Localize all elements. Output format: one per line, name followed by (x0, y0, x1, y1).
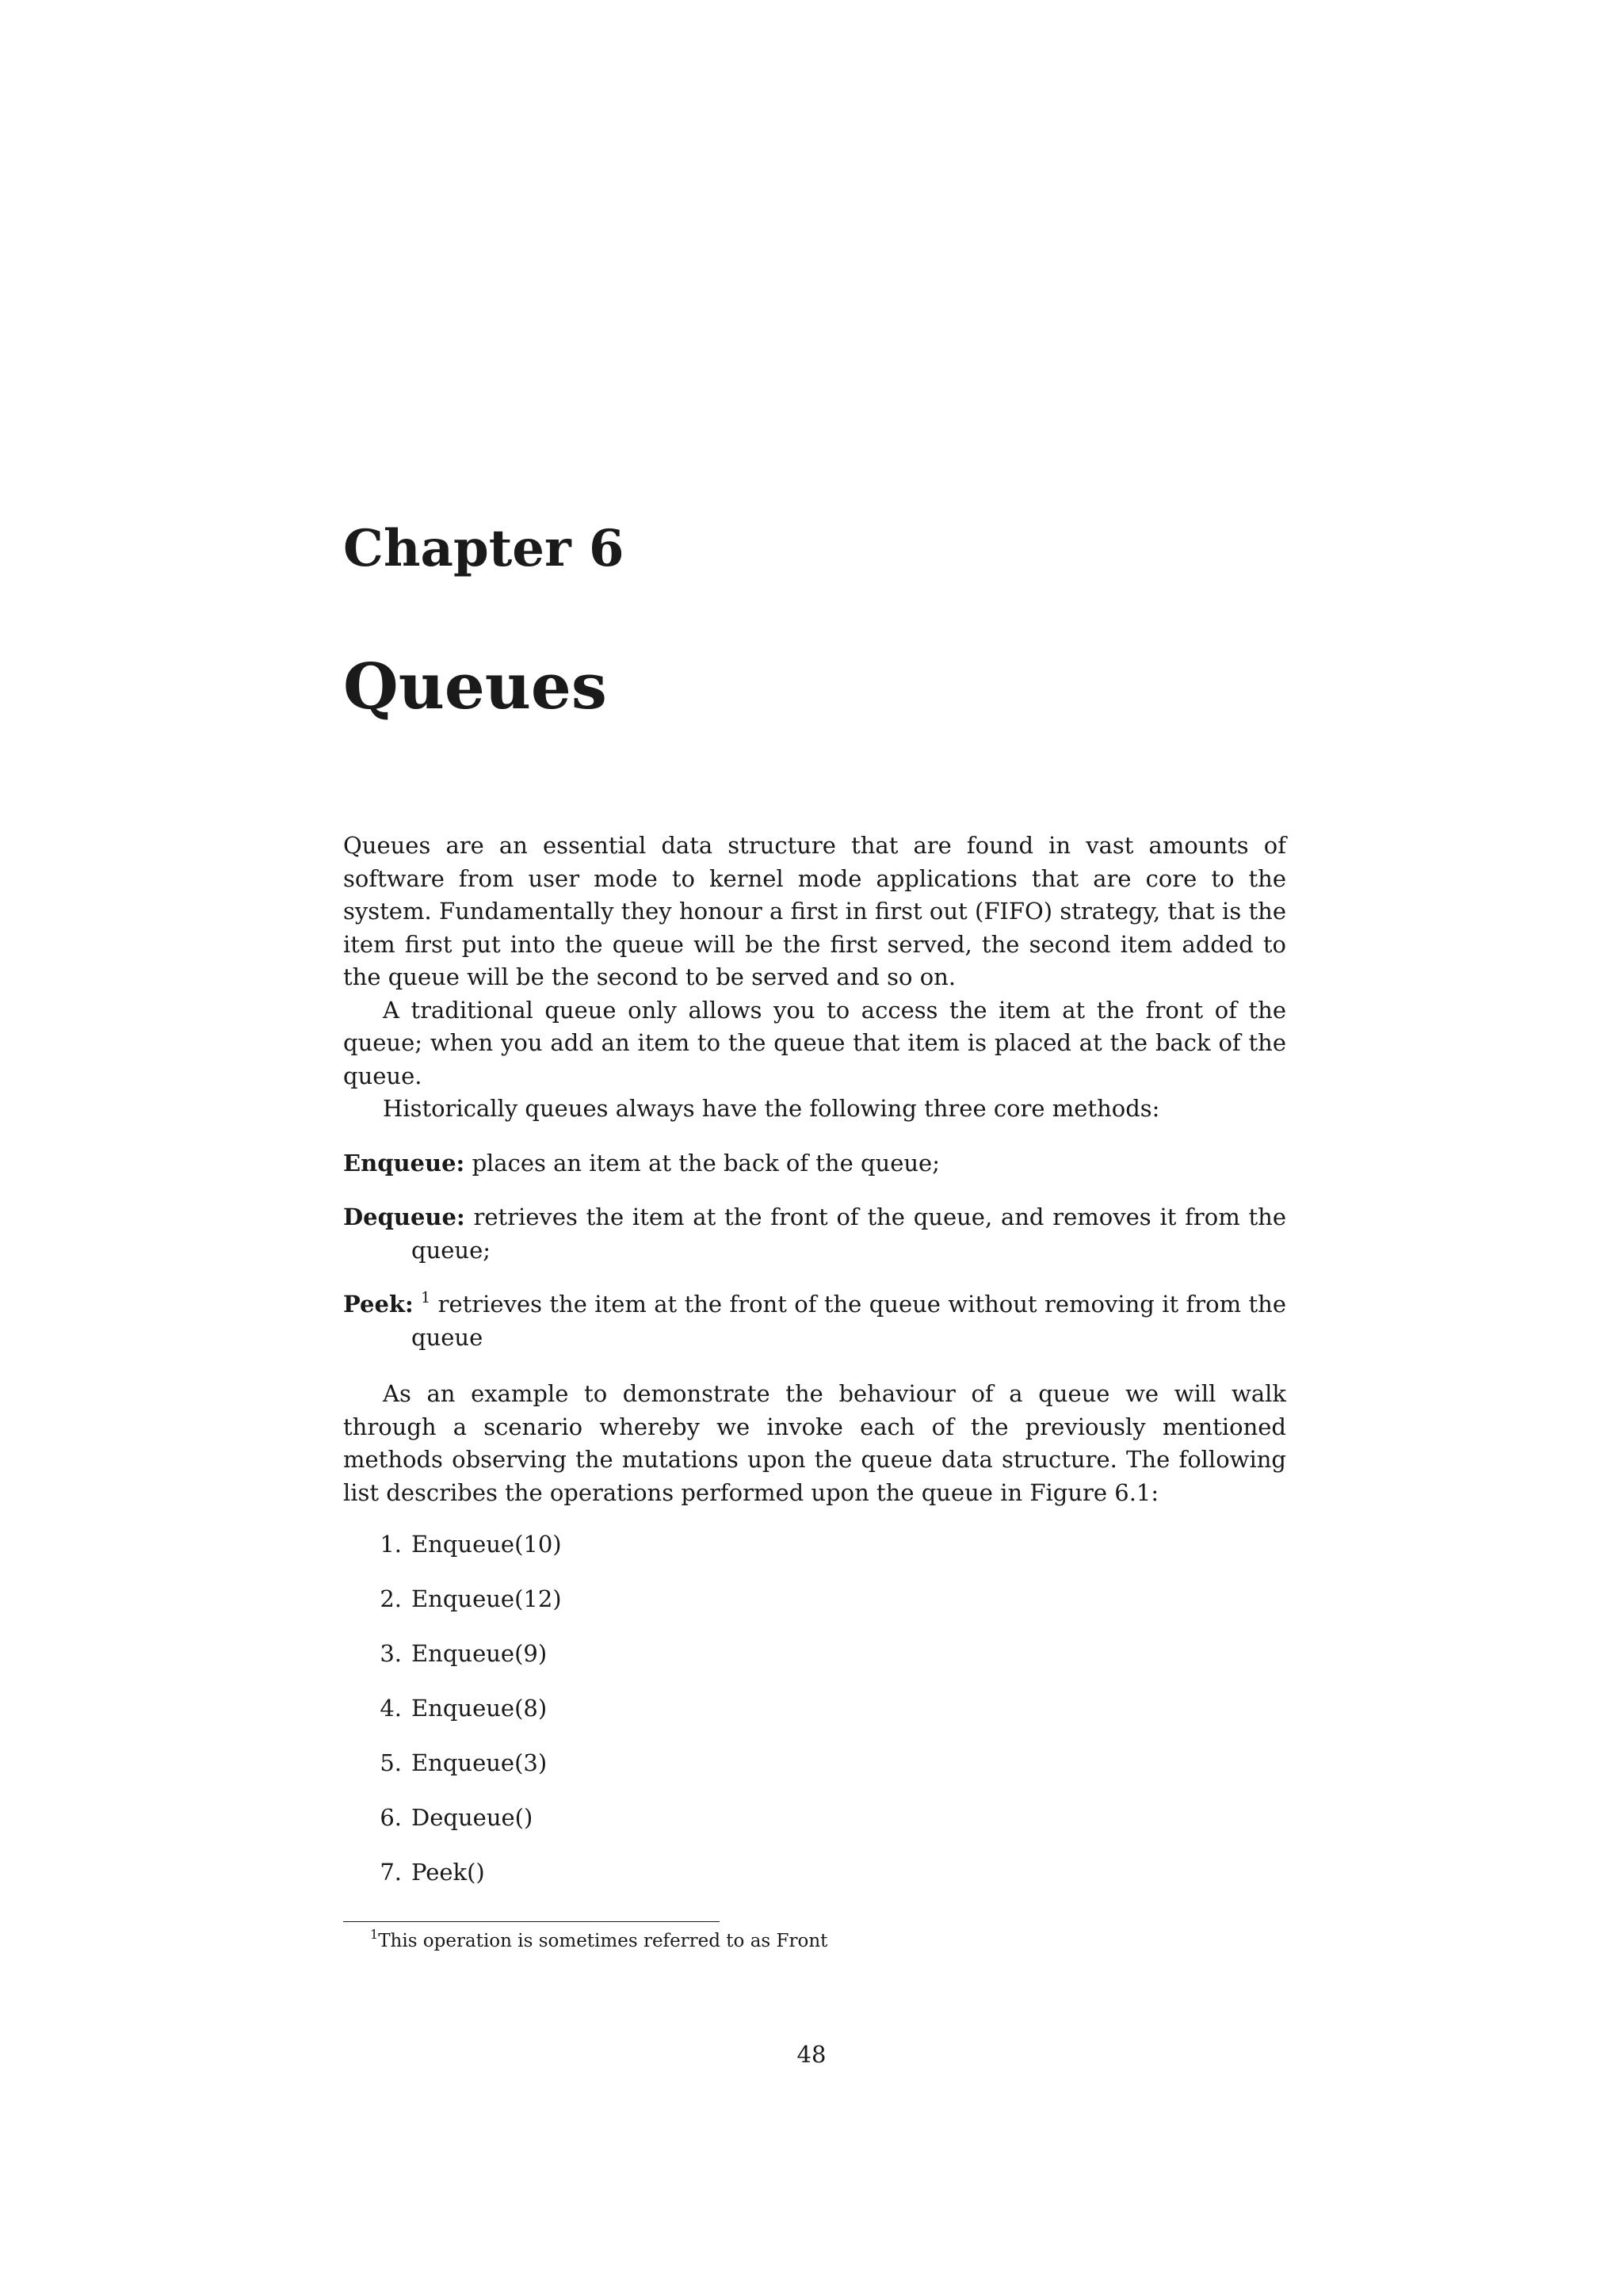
core-methods-paragraph: Historically queues always have the following three core methods: (383, 1095, 1160, 1122)
list-item (343, 1583, 1286, 1638)
list-item-text: Enqueue(3) (411, 1749, 548, 1776)
list-item-number: 4. (380, 1695, 402, 1722)
method-description: places an item at the back of the queue; (472, 1149, 940, 1177)
list-item (343, 1747, 1286, 1802)
list-item-number: 5. (380, 1749, 402, 1776)
list-item-text: Dequeue() (411, 1804, 533, 1831)
list-item-text: Enqueue(10) (411, 1531, 562, 1558)
footnote (370, 1928, 827, 1954)
list-item-number: 2. (380, 1585, 402, 1612)
traditional-queue-paragraph: A traditional queue only allows you to access the item at the front of the queue; when you add an item to the queue that item is placed at the back of the queue. (343, 996, 1286, 1089)
method-term: Peek: (343, 1291, 414, 1318)
method-peek (343, 1288, 1286, 1354)
list-item-number: 6. (380, 1804, 402, 1831)
list-item-text: Enqueue(12) (411, 1585, 562, 1612)
footnote-text: This operation is sometimes referred to as Front (378, 1931, 828, 1951)
list-item-number: 1. (380, 1531, 402, 1558)
methods-description-list (343, 1147, 1286, 1355)
list-item (343, 1692, 1286, 1747)
list-item-number: 7. (380, 1859, 402, 1886)
example-paragraph: As an example to demonstrate the behaviour of a queue we will walk through a scenario whereby we invoke each of the previously mentioned methods observing the mutations upon the queue data structure. The following list describes the operations performed upon the queue in Figure 6.1: (343, 1380, 1286, 1506)
operations-list (343, 1528, 1286, 1911)
method-description: retrieves the item at the front of the queue, and removes it from the queue; (411, 1203, 1287, 1264)
list-item-text: Enqueue(9) (411, 1640, 548, 1667)
list-item-number: 3. (380, 1640, 402, 1667)
footnote-mark: 1 (370, 1927, 379, 1942)
chapter-body (343, 830, 1286, 1911)
list-item-text: Enqueue(8) (411, 1695, 548, 1722)
method-enqueue (343, 1147, 1286, 1180)
list-item (343, 1802, 1286, 1856)
footnote-divider (343, 1921, 720, 1922)
method-term: Enqueue: (343, 1149, 465, 1177)
chapter-label: Chapter 6 (343, 519, 624, 578)
method-dequeue (343, 1201, 1286, 1267)
list-item-text: Peek() (411, 1859, 485, 1886)
list-item (343, 1856, 1286, 1911)
list-item (343, 1528, 1286, 1583)
chapter-title: Queues (343, 649, 607, 723)
list-item (343, 1638, 1286, 1692)
method-description: retrieves the item at the front of the queue without removing it from the queue (411, 1291, 1286, 1351)
footnote-reference[interactable]: 1 (421, 1289, 431, 1306)
intro-paragraph: Queues are an essential data structure that are found in vast amounts of software from user mode to kernel mode applications that are core to the system. Fundamentally they honour a first in first out (FIFO) strategy, that is the item first put into the queue will be the first served, the second item added to the queue will be the second to be served and so on. (343, 832, 1286, 990)
method-term: Dequeue: (343, 1203, 465, 1230)
page-number: 48 (796, 2041, 827, 2068)
